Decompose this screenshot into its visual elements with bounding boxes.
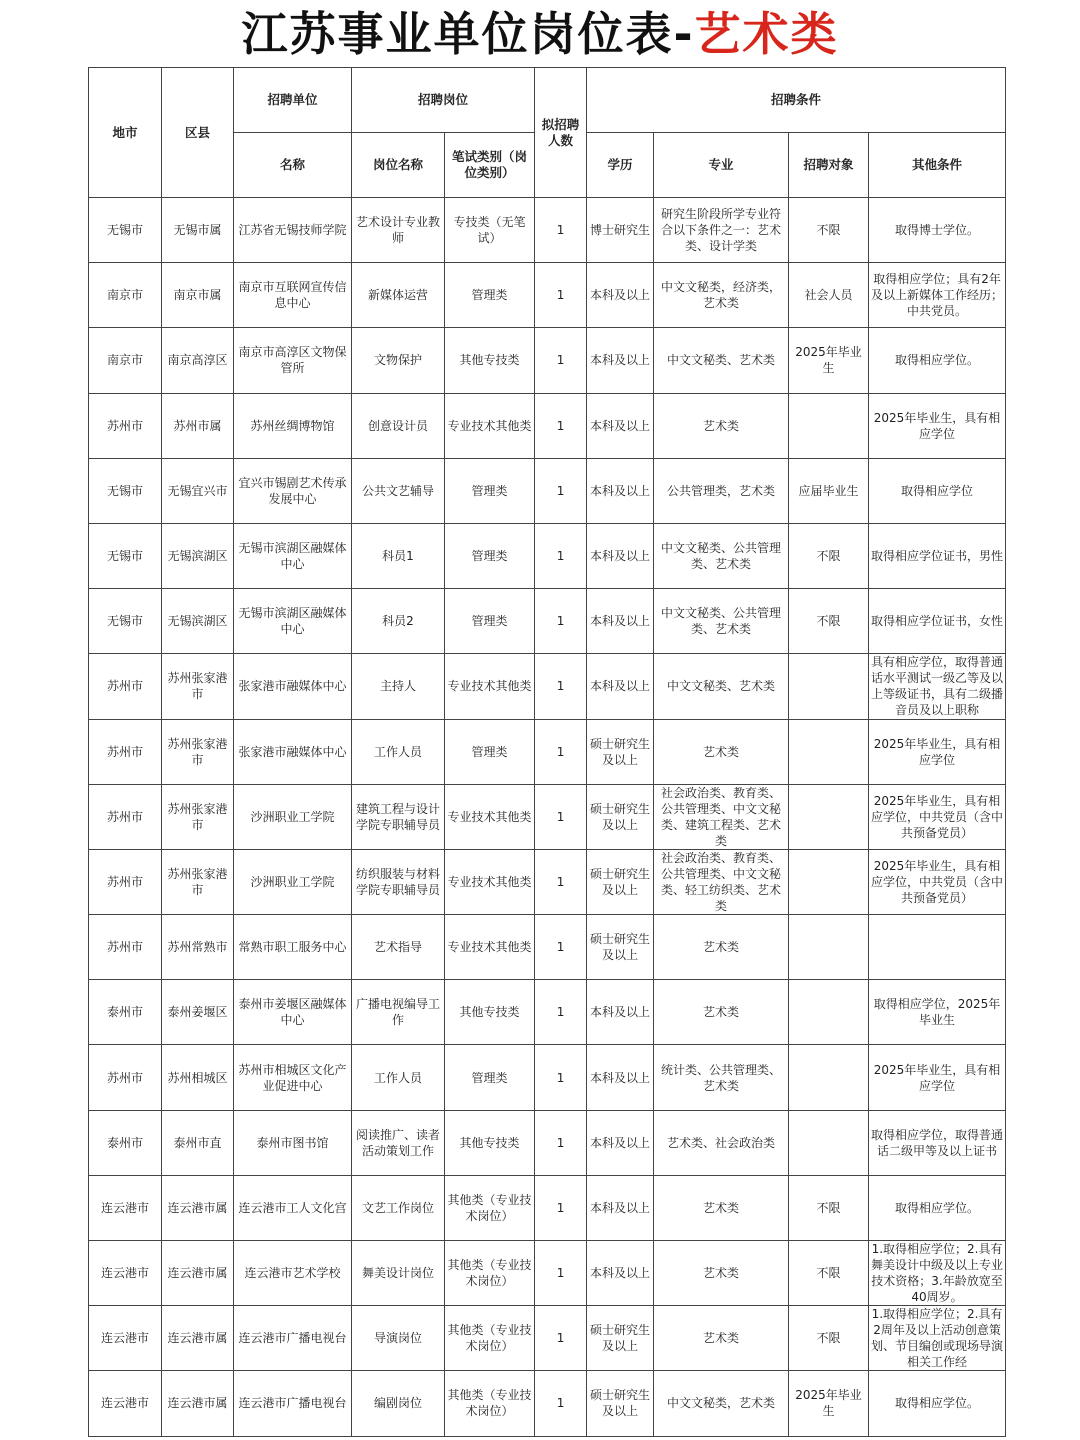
cell-education: 本科及以上: [587, 1241, 654, 1306]
cell-district: 南京高淳区: [162, 328, 234, 393]
cell-district: 苏州张家港市: [162, 719, 234, 784]
cell-target: 2025年毕业生: [789, 328, 869, 393]
cell-other: 1.取得相应学位；2.具有2周年及以上活动创意策划、节目编创或现场导演相关工作经: [869, 1306, 1006, 1371]
cell-post-name: 文艺工作岗位: [352, 1175, 445, 1240]
cell-district: 无锡宜兴市: [162, 458, 234, 523]
cell-district: 苏州张家港市: [162, 654, 234, 719]
cell-exam-type: 专业技术其他类: [445, 393, 535, 458]
cell-education: 本科及以上: [587, 654, 654, 719]
cell-major: 统计类、公共管理类、艺术类: [654, 1045, 789, 1110]
cell-education: 硕士研究生及以上: [587, 849, 654, 914]
cell-education: 本科及以上: [587, 393, 654, 458]
cell-count: 1: [535, 719, 587, 784]
cell-major: 社会政治类、教育类、公共管理类、中文文秘类、轻工纺织类、艺术类: [654, 849, 789, 914]
table-row: [89, 198, 1006, 263]
cell-count: 1: [535, 849, 587, 914]
cell-education: 本科及以上: [587, 523, 654, 588]
cell-unit-name: 泰州市姜堰区融媒体中心: [234, 980, 352, 1045]
header-major: 专业: [654, 133, 789, 198]
cell-district: 连云港市属: [162, 1371, 234, 1436]
cell-city: 连云港市: [89, 1371, 162, 1436]
cell-count: 1: [535, 1241, 587, 1306]
cell-district: 连云港市属: [162, 1175, 234, 1240]
cell-major: 中文文秘类，经济类，艺术类: [654, 263, 789, 328]
cell-city: 泰州市: [89, 1110, 162, 1175]
cell-unit-name: 常熟市职工服务中心: [234, 915, 352, 980]
cell-post-name: 舞美设计岗位: [352, 1241, 445, 1306]
cell-exam-type: 管理类: [445, 523, 535, 588]
cell-major: 研究生阶段所学专业符合以下条件之一：艺术类、设计学类: [654, 198, 789, 263]
cell-unit-name: 无锡市滨湖区融媒体中心: [234, 589, 352, 654]
cell-target: 不限: [789, 198, 869, 263]
cell-major: 公共管理类，艺术类: [654, 458, 789, 523]
cell-post-name: 科员1: [352, 523, 445, 588]
cell-education: 硕士研究生及以上: [587, 1371, 654, 1436]
table-row: [89, 1045, 1006, 1110]
cell-unit-name: 张家港市融媒体中心: [234, 654, 352, 719]
cell-other: 取得相应学位: [869, 458, 1006, 523]
cell-target: [789, 980, 869, 1045]
header-count: 拟招聘人数: [535, 68, 587, 198]
cell-education: 本科及以上: [587, 589, 654, 654]
cell-major: 中文文秘类、公共管理类、艺术类: [654, 589, 789, 654]
cell-target: [789, 849, 869, 914]
cell-other: [869, 915, 1006, 980]
cell-count: 1: [535, 198, 587, 263]
table-row: [89, 1241, 1006, 1306]
cell-count: 1: [535, 393, 587, 458]
cell-unit-name: 张家港市融媒体中心: [234, 719, 352, 784]
header-city: 地市: [89, 68, 162, 198]
cell-major: 社会政治类、教育类、公共管理类、中文文秘类、建筑工程类、艺术类: [654, 784, 789, 849]
header-conditions: 招聘条件: [587, 68, 1006, 133]
cell-unit-name: 南京市高淳区文物保管所: [234, 328, 352, 393]
cell-target: 不限: [789, 1175, 869, 1240]
cell-education: 本科及以上: [587, 1175, 654, 1240]
cell-exam-type: 管理类: [445, 719, 535, 784]
cell-count: 1: [535, 589, 587, 654]
table-row: [89, 328, 1006, 393]
cell-other: 2025年毕业生，具有相应学位: [869, 719, 1006, 784]
cell-other: 取得相应学位。: [869, 1175, 1006, 1240]
cell-education: 博士研究生: [587, 198, 654, 263]
cell-major: 艺术类、社会政治类: [654, 1110, 789, 1175]
cell-target: [789, 915, 869, 980]
cell-count: 1: [535, 328, 587, 393]
title-highlight: 艺术类: [694, 7, 839, 61]
cell-post-name: 建筑工程与设计学院专职辅导员: [352, 784, 445, 849]
cell-city: 苏州市: [89, 915, 162, 980]
cell-exam-type: 其他专技类: [445, 980, 535, 1045]
cell-other: 具有相应学位，取得普通话水平测试一级乙等及以上等级证书，具有二级播音员及以上职称: [869, 654, 1006, 719]
cell-major: 艺术类: [654, 393, 789, 458]
cell-other: 取得相应学位，2025年毕业生: [869, 980, 1006, 1045]
cell-other: 2025年毕业生，具有相应学位: [869, 1045, 1006, 1110]
cell-major: 中文文秘类、艺术类: [654, 654, 789, 719]
cell-count: 1: [535, 1045, 587, 1110]
cell-unit-name: 泰州市图书馆: [234, 1110, 352, 1175]
header-other: 其他条件: [869, 133, 1006, 198]
table-row: [89, 915, 1006, 980]
cell-exam-type: 管理类: [445, 1045, 535, 1110]
cell-target: [789, 784, 869, 849]
cell-major: 艺术类: [654, 1175, 789, 1240]
cell-target: [789, 393, 869, 458]
cell-target: [789, 654, 869, 719]
cell-unit-name: 江苏省无锡技师学院: [234, 198, 352, 263]
cell-count: 1: [535, 523, 587, 588]
cell-target: [789, 719, 869, 784]
cell-post-name: 阅读推广、读者活动策划工作: [352, 1110, 445, 1175]
cell-count: 1: [535, 980, 587, 1045]
cell-education: 硕士研究生及以上: [587, 1306, 654, 1371]
cell-district: 连云港市属: [162, 1306, 234, 1371]
table-body: [89, 198, 1006, 1437]
table-row: [89, 654, 1006, 719]
table-row: [89, 980, 1006, 1045]
header-district: 区县: [162, 68, 234, 198]
table-row: [89, 458, 1006, 523]
header-unit-name: 名称: [234, 133, 352, 198]
cell-exam-type: 管理类: [445, 589, 535, 654]
cell-post-name: 工作人员: [352, 1045, 445, 1110]
cell-target: 不限: [789, 589, 869, 654]
table-row: [89, 1110, 1006, 1175]
cell-post-name: 导演岗位: [352, 1306, 445, 1371]
cell-post-name: 创意设计员: [352, 393, 445, 458]
cell-education: 硕士研究生及以上: [587, 784, 654, 849]
cell-district: 无锡滨湖区: [162, 589, 234, 654]
title-main: 江苏事业单位岗位表-: [241, 7, 695, 61]
cell-unit-name: 宜兴市锡剧艺术传承发展中心: [234, 458, 352, 523]
cell-education: 本科及以上: [587, 263, 654, 328]
cell-exam-type: 管理类: [445, 458, 535, 523]
cell-unit-name: 沙洲职业工学院: [234, 849, 352, 914]
cell-target: 不限: [789, 1241, 869, 1306]
cell-other: 2025年毕业生，具有相应学位: [869, 393, 1006, 458]
cell-district: 苏州张家港市: [162, 849, 234, 914]
cell-city: 无锡市: [89, 589, 162, 654]
cell-city: 苏州市: [89, 719, 162, 784]
cell-other: 取得博士学位。: [869, 198, 1006, 263]
cell-city: 无锡市: [89, 458, 162, 523]
cell-other: 取得相应学位。: [869, 328, 1006, 393]
cell-district: 无锡滨湖区: [162, 523, 234, 588]
table-row: [89, 784, 1006, 849]
cell-post-name: 艺术指导: [352, 915, 445, 980]
cell-target: 社会人员: [789, 263, 869, 328]
cell-target: [789, 1045, 869, 1110]
cell-exam-type: 其他类（专业技术岗位）: [445, 1371, 535, 1436]
cell-city: 苏州市: [89, 784, 162, 849]
cell-district: 苏州相城区: [162, 1045, 234, 1110]
cell-post-name: 广播电视编导工作: [352, 980, 445, 1045]
cell-district: 南京市属: [162, 263, 234, 328]
header-post-name: 岗位名称: [352, 133, 445, 198]
cell-city: 无锡市: [89, 523, 162, 588]
table-row: [89, 523, 1006, 588]
cell-exam-type: 其他专技类: [445, 1110, 535, 1175]
cell-other: 取得相应学位证书，男性: [869, 523, 1006, 588]
cell-district: 苏州市属: [162, 393, 234, 458]
cell-count: 1: [535, 1175, 587, 1240]
cell-exam-type: 其他类（专业技术岗位）: [445, 1175, 535, 1240]
cell-district: 泰州姜堰区: [162, 980, 234, 1045]
cell-city: 南京市: [89, 328, 162, 393]
cell-count: 1: [535, 784, 587, 849]
cell-unit-name: 连云港市广播电视台: [234, 1371, 352, 1436]
cell-post-name: 新媒体运营: [352, 263, 445, 328]
cell-other: 取得相应学位证书，女性: [869, 589, 1006, 654]
cell-major: 艺术类: [654, 1241, 789, 1306]
cell-target: [789, 1110, 869, 1175]
cell-unit-name: 苏州市相城区文化产业促进中心: [234, 1045, 352, 1110]
table-row: [89, 1306, 1006, 1371]
cell-education: 本科及以上: [587, 1045, 654, 1110]
cell-city: 南京市: [89, 263, 162, 328]
cell-count: 1: [535, 915, 587, 980]
cell-other: 1.取得相应学位；2.具有舞美设计中级及以上专业技术资格；3.年龄放宽至40周岁。: [869, 1241, 1006, 1306]
cell-other: 取得相应学位；具有2年及以上新媒体工作经历；中共党员。: [869, 263, 1006, 328]
table-row: [89, 1371, 1006, 1436]
table-row: [89, 849, 1006, 914]
cell-major: 艺术类: [654, 915, 789, 980]
cell-major: 艺术类: [654, 980, 789, 1045]
cell-count: 1: [535, 1110, 587, 1175]
header-target: 招聘对象: [789, 133, 869, 198]
table-row: [89, 393, 1006, 458]
cell-count: 1: [535, 1371, 587, 1436]
cell-target: 不限: [789, 523, 869, 588]
cell-exam-type: 专业技术其他类: [445, 849, 535, 914]
cell-city: 连云港市: [89, 1175, 162, 1240]
cell-unit-name: 南京市互联网宣传信息中心: [234, 263, 352, 328]
cell-unit-name: 连云港市艺术学校: [234, 1241, 352, 1306]
cell-exam-type: 管理类: [445, 263, 535, 328]
cell-other: 取得相应学位。: [869, 1371, 1006, 1436]
cell-post-name: 公共文艺辅导: [352, 458, 445, 523]
page-title: [0, 4, 1080, 64]
cell-other: 2025年毕业生，具有相应学位，中共党员（含中共预备党员）: [869, 784, 1006, 849]
cell-city: 泰州市: [89, 980, 162, 1045]
cell-post-name: 艺术设计专业教师: [352, 198, 445, 263]
cell-post-name: 文物保护: [352, 328, 445, 393]
cell-district: 泰州市直: [162, 1110, 234, 1175]
cell-district: 无锡市属: [162, 198, 234, 263]
cell-city: 苏州市: [89, 654, 162, 719]
cell-major: 艺术类: [654, 719, 789, 784]
positions-table: [88, 67, 1006, 1437]
cell-exam-type: 专业技术其他类: [445, 784, 535, 849]
cell-education: 本科及以上: [587, 458, 654, 523]
cell-unit-name: 无锡市滨湖区融媒体中心: [234, 523, 352, 588]
cell-education: 硕士研究生及以上: [587, 915, 654, 980]
cell-count: 1: [535, 458, 587, 523]
cell-city: 苏州市: [89, 849, 162, 914]
cell-education: 本科及以上: [587, 980, 654, 1045]
cell-target: 2025年毕业生: [789, 1371, 869, 1436]
cell-post-name: 工作人员: [352, 719, 445, 784]
cell-other: 取得相应学位，取得普通话二级甲等及以上证书: [869, 1110, 1006, 1175]
header-unit: 招聘单位: [234, 68, 352, 133]
cell-target: 不限: [789, 1306, 869, 1371]
cell-city: 苏州市: [89, 393, 162, 458]
cell-city: 无锡市: [89, 198, 162, 263]
cell-city: 连云港市: [89, 1306, 162, 1371]
cell-city: 连云港市: [89, 1241, 162, 1306]
table-row: [89, 1175, 1006, 1240]
cell-count: 1: [535, 1306, 587, 1371]
cell-district: 连云港市属: [162, 1241, 234, 1306]
cell-city: 苏州市: [89, 1045, 162, 1110]
cell-exam-type: 专业技术其他类: [445, 915, 535, 980]
cell-unit-name: 连云港市工人文化宫: [234, 1175, 352, 1240]
cell-major: 艺术类: [654, 1306, 789, 1371]
table-row: [89, 589, 1006, 654]
cell-exam-type: 专技类（无笔试）: [445, 198, 535, 263]
header-post: 招聘岗位: [352, 68, 535, 133]
cell-count: 1: [535, 654, 587, 719]
cell-education: 本科及以上: [587, 328, 654, 393]
cell-unit-name: 沙洲职业工学院: [234, 784, 352, 849]
cell-major: 中文文秘类，艺术类: [654, 1371, 789, 1436]
table-row: [89, 263, 1006, 328]
cell-education: 硕士研究生及以上: [587, 719, 654, 784]
cell-other: 2025年毕业生，具有相应学位，中共党员（含中共预备党员）: [869, 849, 1006, 914]
cell-post-name: 科员2: [352, 589, 445, 654]
cell-count: 1: [535, 263, 587, 328]
header-exam-type: 笔试类别（岗位类别）: [445, 133, 535, 198]
cell-exam-type: 其他类（专业技术岗位）: [445, 1241, 535, 1306]
cell-unit-name: 苏州丝绸博物馆: [234, 393, 352, 458]
cell-district: 苏州常熟市: [162, 915, 234, 980]
cell-exam-type: 专业技术其他类: [445, 654, 535, 719]
cell-unit-name: 连云港市广播电视台: [234, 1306, 352, 1371]
cell-education: 本科及以上: [587, 1110, 654, 1175]
cell-post-name: 纺织服装与材料学院专职辅导员: [352, 849, 445, 914]
cell-major: 中文文秘类、艺术类: [654, 328, 789, 393]
cell-exam-type: 其他类（专业技术岗位）: [445, 1306, 535, 1371]
header-education: 学历: [587, 133, 654, 198]
cell-exam-type: 其他专技类: [445, 328, 535, 393]
cell-post-name: 主持人: [352, 654, 445, 719]
cell-post-name: 编剧岗位: [352, 1371, 445, 1436]
cell-district: 苏州张家港市: [162, 784, 234, 849]
cell-major: 中文文秘类、公共管理类、艺术类: [654, 523, 789, 588]
cell-target: 应届毕业生: [789, 458, 869, 523]
table-row: [89, 719, 1006, 784]
